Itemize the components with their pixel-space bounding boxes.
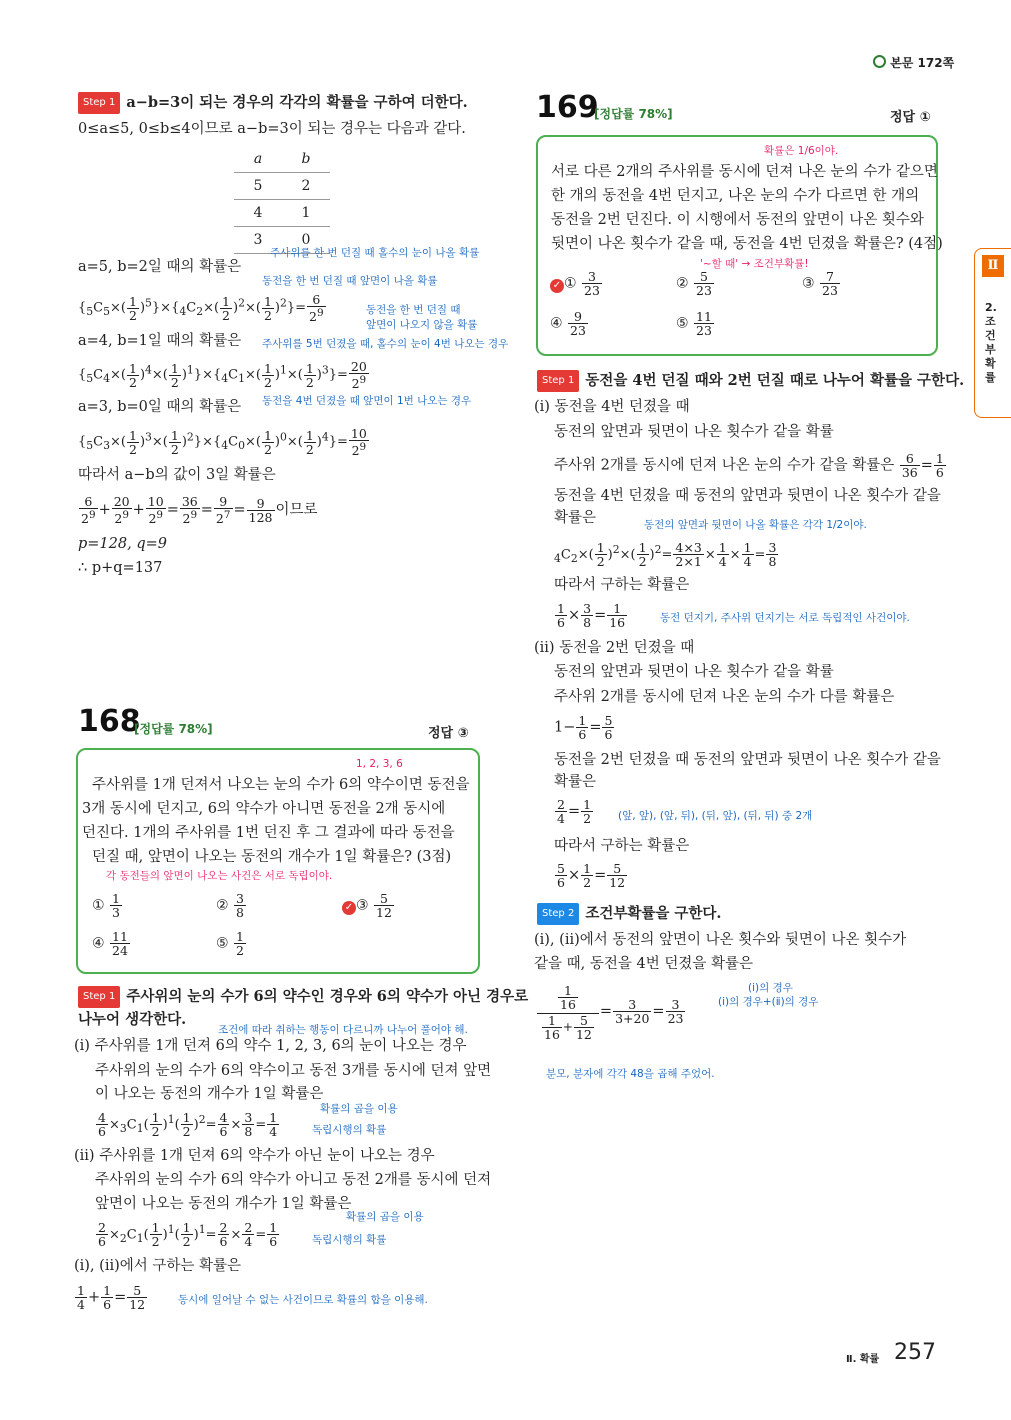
q169-line-3: 동전을 2번 던진다. 이 시행에서 동전의 앞면이 나온 횟수와 bbox=[551, 212, 924, 228]
sum-formula: $\frac{6}{2^9}$ + $\frac{20}{2^9}$ + $\frac{10}{2^9}$ = $\frac{36}{2^9}$ = $\frac{9}{2^7}$ = $\frac{9}{128}$ 이므로 bbox=[81, 494, 318, 527]
note-odd-prob: 주사위를 한 번 던질 때 홀수의 눈이 나올 확률 bbox=[270, 247, 480, 259]
note-coin-cases: (앞, 앞), (앞, 뒤), (뒤, 앞), (뒤, 뒤) 중 2개 bbox=[618, 810, 813, 822]
q168-case-ii-body1: 주사위의 눈의 수가 6의 약수가 아니고 동전 2개를 동시에 던져 bbox=[95, 1172, 492, 1188]
q169-s2-a: (ⅰ), (ⅱ)에서 동전의 앞면이 나온 횟수와 뒷면이 나온 횟수가 bbox=[534, 932, 907, 948]
q168-final-formula: $\frac{1}{4}$ + $\frac{1}{6}$ = $\frac{5}{12}$ bbox=[77, 1283, 146, 1312]
ab-table bbox=[234, 146, 330, 254]
q168-case-i-body2: 이 나오는 동전의 개수가 1일 확률은 bbox=[95, 1086, 324, 1102]
q169-final-formula: $\frac{1}{16}$ $\frac{1}{16}$ + $\frac{5}{12}$ = $\frac{3}{3+20}$ = $\frac{3}{23}$ bbox=[536, 982, 686, 1041]
note-each-half: 동전의 앞면과 뒷면이 나올 확률은 각각 1/2이야. bbox=[644, 519, 867, 531]
q169-i-e: 따라서 구하는 확률은 bbox=[554, 577, 690, 593]
question-number-169: 169 bbox=[536, 90, 599, 125]
q168-line-4: 던질 때, 앞면이 나오는 동전의 개수가 1일 확률은? (3점) bbox=[92, 849, 452, 865]
chapter-roman: Ⅱ bbox=[982, 255, 1004, 277]
note-case-i: (ⅰ)의 경우 bbox=[748, 982, 793, 994]
option-3-168[interactable]: ✓ ③ $\frac{5}{12}$ bbox=[342, 892, 395, 919]
q168-step1-heading-2: 나누어 생각한다. bbox=[78, 1011, 187, 1028]
note-indep-trial-2: 독립시행의 확률 bbox=[312, 1234, 387, 1246]
conclude-text: 따라서 a−b의 값이 3일 확률은 bbox=[78, 467, 276, 483]
option-5-169[interactable]: ⑤ $\frac{11}{23}$ bbox=[676, 309, 712, 338]
q168-case-i: (ⅰ) 주사위를 1개 던져 6의 약수 1, 2, 3, 6의 눈이 나오는 경우 bbox=[74, 1038, 467, 1054]
q169-ii-c: 동전을 2번 던졌을 때 동전의 앞면과 뒷면이 나온 횟수가 같을 bbox=[554, 752, 941, 768]
q168-formula-i: $\frac{4}{6}$ $\times_3C_1$( $\frac{1}{2}$ )$^1$( $\frac{1}{2}$ )$^2$= $\frac{4}{6}$ × $\frac{3}{8}$ = $\frac{1}{4}$ bbox=[98, 1110, 278, 1140]
answer-169: 정답 ① bbox=[890, 110, 931, 125]
chapter-tab[interactable] bbox=[974, 248, 1011, 418]
q169-i-b: 주사위 2개를 동시에 던져 나온 눈의 수가 같을 확률은 $\frac{6}{36}$ = $\frac{1}{6}$ bbox=[554, 451, 944, 480]
chapter-tab-label: 2.조건부확률 bbox=[985, 301, 997, 384]
table-row: 4 1 bbox=[234, 200, 330, 227]
q169-i-c: 동전을 4번 던졌을 때 동전의 앞면과 뒷면이 나온 횟수가 같을 bbox=[554, 488, 941, 504]
circle-icon bbox=[873, 55, 886, 68]
final-result: ∴ p+q=137 bbox=[78, 560, 163, 576]
q168-line-1: 주사위를 1개 던져서 나오는 눈의 수가 6의 약수이면 동전을 bbox=[92, 777, 470, 793]
q168-case-i-body1: 주사위의 눈의 수가 6의 약수이고 동전 3개를 동시에 던져 앞면 bbox=[95, 1063, 492, 1079]
note-conditional: '~할 때' → 조건부확률! bbox=[700, 258, 809, 270]
q169-ii-e: 따라서 구하는 확률은 bbox=[554, 838, 690, 854]
footer-chapter: Ⅱ. 확률 bbox=[846, 1354, 880, 1365]
q169-ii-result: $\frac{5}{6}$ × $\frac{1}{2}$ = $\frac{5}{12}$ bbox=[557, 861, 626, 890]
question-number-168: 168 bbox=[78, 704, 141, 739]
q169-i-a: 동전의 앞면과 뒷면이 나온 횟수가 같을 확률 bbox=[554, 424, 834, 440]
formula-case1: {$_5C_5\times$( $\frac{1}{2}$ )$^5\}\times\{_4C_2\times$( $\frac{1}{2}$ )$^2$×( $\frac{1}{2}$ )$^2$}= $\frac{6}{2^9}$ bbox=[78, 292, 324, 325]
option-2-168[interactable]: ② $\frac{3}{8}$ bbox=[216, 891, 244, 920]
note-prod-2: 확률의 곱을 이용 bbox=[346, 1211, 424, 1223]
note-sum-rule: 동시에 일어날 수 없는 사건이므로 확률의 합을 이용해. bbox=[178, 1294, 428, 1306]
left-step1-heading: Step 1 a−b=3이 되는 경우의 각각의 확률을 구하여 더한다. bbox=[78, 92, 468, 114]
page-number: 257 bbox=[894, 1340, 936, 1365]
table-header bbox=[234, 146, 330, 173]
note-coin-4-times: 동전을 4번 던졌을 때 앞면이 1번 나오는 경우 bbox=[262, 395, 472, 407]
note-case-sum: (ⅰ)의 경우+(ⅱ)의 경우 bbox=[718, 996, 819, 1008]
q169-ii-formula1: 1− $\frac{1}{6}$ = $\frac{5}{6}$ bbox=[554, 713, 613, 742]
q169-line-4: 뒷면이 나온 횟수가 같을 때, 동전을 4번 던졌을 확률은? (4점) bbox=[551, 236, 943, 252]
formula-case3: {$_5C_3\times$( $\frac{1}{2}$ )$^3$×( $\frac{1}{2}$ )$^2\}\times\{_4C_0\times$( $\frac{1}{2}$ )$^0$×( $\frac{1}{2}$ )$^4$}= $\frac{10}{2^9}$ bbox=[78, 426, 367, 459]
note-independent-events: 동전 던지기, 주사위 던지기는 서로 독립적인 사건이야. bbox=[660, 612, 910, 624]
q169-step1-heading: Step 1 동전을 4번 던질 때와 2번 던질 때로 나누어 확률을 구한다. bbox=[537, 370, 964, 392]
q168-case-ii: (ⅱ) 주사위를 1개 던져 6의 약수가 아닌 눈이 나오는 경우 bbox=[74, 1148, 435, 1164]
answer-168: 정답 ③ bbox=[428, 726, 469, 741]
table-header-a: a bbox=[234, 146, 282, 173]
q168-combined: (ⅰ), (ⅱ)에서 구하는 확률은 bbox=[74, 1258, 242, 1274]
q169-line-1: 서로 다른 2개의 주사위를 동시에 던져 나온 눈의 수가 같으면 bbox=[551, 164, 938, 180]
q169-case-i: (ⅰ) 동전을 4번 던졌을 때 bbox=[534, 399, 690, 415]
pq-values: p=128, q=9 bbox=[78, 536, 167, 552]
q169-case-ii: (ⅱ) 동전을 2번 던졌을 때 bbox=[534, 640, 695, 656]
check-icon: ✓ bbox=[550, 279, 564, 293]
option-4-169[interactable]: ④ $\frac{9}{23}$ bbox=[550, 309, 586, 338]
q169-ii-d: 확률은 bbox=[554, 774, 597, 790]
case1-text: a=5, b=2일 때의 확률은 bbox=[78, 259, 242, 275]
note-head-prob: 동전을 한 번 던질 때 앞면이 나올 확률 bbox=[262, 275, 438, 287]
correct-rate-168: [정답률 78%] bbox=[134, 722, 213, 736]
note-prod-1: 확률의 곱을 이용 bbox=[320, 1103, 398, 1115]
q169-formula-i: $_4C_2\times$( $\frac{1}{2}$ )$^2$×( $\frac{1}{2}$ )$^2$= $\frac{4\times 3}{2\times 1}$ × $\frac{1}{4}$ × $\frac{1}{4}$ = $\frac{3}{8}$ bbox=[554, 540, 777, 570]
option-2-169[interactable]: ② $\frac{5}{23}$ bbox=[676, 269, 712, 298]
case3-text: a=3, b=0일 때의 확률은 bbox=[78, 399, 242, 415]
step1-badge: Step 1 bbox=[78, 92, 120, 114]
q169-s2-b: 같을 때, 동전을 4번 던졌을 확률은 bbox=[534, 956, 753, 972]
note-mult-48: 분모, 분자에 각각 48을 곱해 주었어. bbox=[546, 1068, 715, 1080]
q168-case-ii-body2: 앞면이 나오는 동전의 개수가 1일 확률은 bbox=[95, 1196, 352, 1212]
q168-line-2: 3개 동시에 던지고, 6의 약수가 아니면 동전을 2개 동시에 bbox=[82, 801, 446, 817]
option-3-169[interactable]: ③ $\frac{7}{23}$ bbox=[802, 269, 838, 298]
q169-step2-heading: Step 2 조건부확률을 구한다. bbox=[537, 903, 721, 925]
formula-case2: {$_5C_4\times$( $\frac{1}{2}$ )$^4$×( $\frac{1}{2}$ )$^1\}\times\{_4C_1\times$( $\frac{1}{2}$ )$^1$×( $\frac{1}{2}$ )$^3$}= $\frac{20}{2^9}$ bbox=[78, 359, 367, 392]
note-tail-prob-a: 동전을 한 번 던질 때 bbox=[366, 304, 461, 316]
note-indep-168: 각 동전들의 앞면이 나오는 사건은 서로 독립이야. bbox=[106, 870, 333, 882]
note-split-cases: 조건에 따라 취하는 행동이 다르니까 나누어 풀어야 해. bbox=[218, 1024, 468, 1036]
check-icon: ✓ bbox=[342, 901, 356, 915]
case2-text: a=4, b=1일 때의 확률은 bbox=[78, 333, 242, 349]
table-row: 5 2 bbox=[234, 173, 330, 200]
option-4-168[interactable]: ④ $\frac{11}{24}$ bbox=[92, 929, 128, 958]
q168-step1-heading: Step 1 주사위의 눈의 수가 6의 약수인 경우와 6의 약수가 아닌 경우로 bbox=[78, 986, 528, 1008]
q169-ii-formula2: $\frac{2}{4}$ = $\frac{1}{2}$ bbox=[557, 797, 592, 826]
option-5-168[interactable]: ⑤ $\frac{1}{2}$ bbox=[216, 929, 244, 958]
option-1-168[interactable]: ① $\frac{1}{3}$ bbox=[92, 891, 120, 920]
option-1-169[interactable]: ✓ ① $\frac{3}{23}$ bbox=[550, 270, 603, 297]
note-divisors-6: 1, 2, 3, 6 bbox=[356, 758, 403, 770]
q169-ii-b: 주사위 2개를 동시에 던져 나온 눈의 수가 다를 확률은 bbox=[554, 689, 895, 705]
page-reference: 본문 172쪽 bbox=[873, 54, 954, 71]
q168-formula-ii: $\frac{2}{6}$ $\times_2C_1$( $\frac{1}{2}$ )$^1$( $\frac{1}{2}$ )$^1$= $\frac{2}{6}$ × $\frac{2}{4}$ = $\frac{1}{6}$ bbox=[98, 1220, 278, 1250]
note-tail-prob-b: 앞면이 나오지 않을 확률 bbox=[366, 319, 478, 331]
table-header-b: b bbox=[282, 146, 330, 173]
q169-ii-a: 동전의 앞면과 뒷면이 나온 횟수가 같을 확률 bbox=[554, 664, 834, 680]
note-indep-trial-1: 독립시행의 확률 bbox=[312, 1124, 387, 1136]
q169-line-2: 한 개의 동전을 4번 던지고, 나온 눈의 수가 다르면 한 개의 bbox=[551, 188, 920, 204]
q169-i-d: 확률은 bbox=[554, 510, 597, 526]
note-prob-1-6: 확률은 1/6이야. bbox=[764, 145, 839, 157]
note-dice-5-times: 주사위를 5번 던졌을 때, 홀수의 눈이 4번 나오는 경우 bbox=[262, 338, 509, 350]
q169-i-result: $\frac{1}{6}$ × $\frac{3}{8}$ = $\frac{1}{16}$ bbox=[557, 601, 626, 630]
correct-rate-169: [정답률 78%] bbox=[594, 107, 673, 121]
condition-text: 0≤a≤5, 0≤b≤4이므로 a−b=3이 되는 경우는 다음과 같다. bbox=[78, 121, 466, 137]
q168-line-3: 던진다. 1개의 주사위를 1번 던진 후 그 결과에 따라 동전을 bbox=[82, 825, 455, 841]
table-row: 3 0 bbox=[234, 227, 330, 254]
